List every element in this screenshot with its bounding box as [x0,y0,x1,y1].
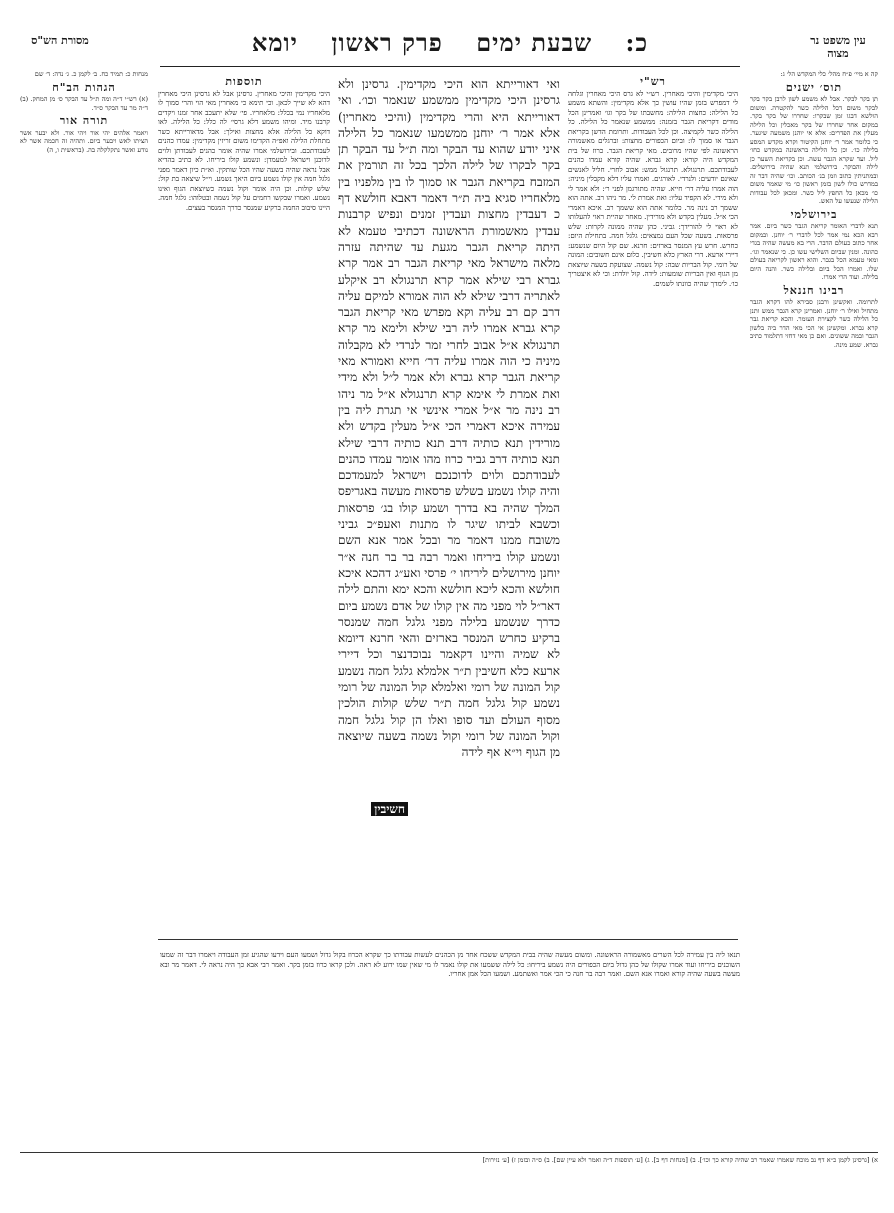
chapter-name: פרק ראשון [331,28,443,57]
page-number: כ: [625,28,649,57]
tosafot-label: תוספות [225,75,263,88]
rabbeinu-chananel-label: רבינו חננאל [783,283,845,297]
torah-or-label: תורה אור [59,114,109,127]
bottom-commentary-text: תנאו ליה בין עמירה לכל השרים מאשמורה הראשונה. ומשום מעשה שהיה בבית המקדש ששכח אחד מן הכהנים לעשות עבודתו כך שקרא הכרוז בקול גדול ושמעו העם וידעו שהגיע זמן העבודה ויאמרו דבר זה שמעו השוכנים ביריחו ועוד אמרו שקולו של כהן גדול ביום הכפורים היה נשמע ביריחו: כל לילה ששמעו את קולו נאמר לו מי שאין שמו ידוע לא ראה. ולכן קראו כרוז בזמן בקר. ואמר רבי אבא כך היה נראה לי. דאמר מר ובא מעשה בשעה שהיה קורא ואמרו אנא השם. ואמר רבה בר חנה כי הכי אמר ואשתמע. ושמעו הכל אמן אחריו. [160,951,740,978]
rashi-label: רש"י [640,75,666,88]
tosfot-yeshanim-label: תוס׳ ישנים [785,80,843,94]
hagahot-label: הגהות הב"ח [52,80,116,94]
tosafot-column [158,72,330,932]
right-margin-column [750,70,878,1084]
footnote-text: א) [גרסינן לקמן כ״א דף נב מוכח שאמרו שאמר רב שהיה קורא כך וכו׳]. ב) [מנחות דף ב]. ג) [ע׳ תוספות ד״ה ואמר ולא עיין שם]. [551,1156,878,1164]
rashi-text: היכי מקדימין והיכי מאחרין. רש״י לא גרס היכי מאחרין וגלחה לי דמפרש בזמן שהיו עושין כך אלא מקדימין: והשתא משמע כל הלילה: כחצות הלילה: מחשבתו של בקר וגו׳ ואמרינן הכל מודים דקריאת הגבר בזמנה: ממשמע שנאמר כל הלילה. כל הלילה כשר לקמיצה. וכן לכל העבודות. ותרומת הדשן בקריאת הגבר או סמוך לו: וביום הכפורים מחצות: וברגלים מאשמורה הראשונה לפי שהיו מרובים. מאי קריאת הגבר. כרוז של בית המקדש היה קורא: קרא גברא. שהיה קורא עמדו כהנים לעבודתכם. תרנגולא. תרנגול ממש: אבוב לחרי. חליל לאנשים שאינם יודעים: ולנרדי. לאורגים. ואמרו עליו דלא מקבלין מיניה: הוה אמרו עליה דר׳ חייא. שהיה מתורגמן לפני ר׳: ולא אמר לי ולא מידי. לא הקפיד עליו: ואת אמרת לי. מר ניהו רב. אתה הוא ששמך רב נינה מר. כלומר אתה הוא ששמך רב. איכא דאמרי הכי א״ל. מעלין בקדש ולא מורידין. מאחר שהיית ראוי להעלותו לא ראוי לי להורידך: גביני. כהן שהיה ממונה לקרות: שלש פרסאות. בשעה שכל העם נמצאים: גלגל חמה. בתחילת היום: כחרש. חרש עץ המנסר בארזים: חרנא. שם קול היום שנשמע: דיירי ארעא. דרי הארץ כלא חשיבין. כלום אינם חשובים: המונה של רומי. קול הבריות שבה: קול נשמה. שצועקת בשעה שיוצאת מן הגוף ואין הבריות שומעות: לידה. קול יולדת: וכי לא איצטריך כו׳. לימדך שהיה כוונתו לשמים. [568,89,738,288]
footnote-rule [20,1152,878,1153]
masoret-header: מסורת הש"ס [31,34,89,47]
footnote-small: ב) ס״ה ובזמן ז) [ע׳ נזירות] [482,1156,550,1164]
rashi-column [568,72,738,932]
highlight-word [371,802,408,817]
tractate-name: יומא [251,28,298,57]
torah-or-text: ויאמר אלהים יהי אור ויהי אור. ולא יבער אשר הציתו לאש ויבער ביום. ותהיה זה חכמה אשר לא נודע ואשר נתקלקלה בה. (בראשית ו, ה) [20,128,148,154]
ein-mishpat-entry: קה א מיי׳ פ״ח מהל׳ כלי המקדש הל׳ ג: [780,70,878,78]
gemara-text: ואי דאורייתא הוא היכי מקדימין. גרסינן ולא גרסינן היכי מקדימין ממשמע שנאמר וכו׳. ואי דאורייתא היא והרי מקדימין (והיכי מאחרין) אלא אמר ר׳ יוחנן ממשמעו שנאמר כל הלילה איני יודע שהוא עד הבקר ומה ת״ל עד הבקר תן בקר לבקרו של לילה הלכך בכל זה תורמין את המזבח בקריאת הגבר או סמוך לו בין מלפניו בין מלאחריו סגיא ביה ת״ר דאמר דאבא חולשא דף כ דעבדין מחצות ועבדין זמנים ונפיש קרבנות עבדין מאשמורת הראשונה דכתיבי טעמא לא היתה קריאת הגבר מגעת עד שהיתה עזרה מלאה מישראל מאי קריאת הגבר רב אמר קרא גברא רבי שילא אמר קרא תרנגולא רב איקלע לאתריה דרבי שילא לא הוה אמורא למיקם עליה דרב קם רב עליה וקא מפרש מאי קריאת הגבר קרא גברא אמרו ליה רבי שילא ולימא מר קרא תרנגולא א״ל אבוב לחרי זמר לנרדי לא מקבלוה מיניה כי הוה אמרו עליה דר׳ חייא ואמורא מאי קריאת הגבר קרא גברא ולא אמר ל״ל ולא מידי ואת אמרת לי אימא קרא תרנגולא א״ל מר ניהו רב נינה מר א״ל אמרי אינשי אי תגרת ליה בין עמירה איכא דאמרי הכי א״ל מעלין בקדש ולא מורידין תנא כותיה דרב תנא כותיה דרבי שילא תנא כותיה דרב גביר כרוז מהו אומר עמדו כהנים לעבודתכם ולוים לדוכנכם וישראל למעמדכם והיה קולו נשמע בשלש פרסאות מעשה באגריפס המלך שהיה בא בדרך ושמע קולו בג׳ פרסאות וכשבא לביתו שיגר לו מתנות ואעפ״כ גביני משובח ממנו דאמר מר ובכל אמר אנא השם ונשמע קולו ביריחו ואמר רבה בר בר חנה א״ר יוחנן מירושלים ליריחו י׳ פרסי ואע״ג דהכא איכא חולשא והכא ליכא חולשא והכא ימא והתם לילה דאר״ל לוי מפני מה אין קולו של אדם נשמע ביום כדרך שנשמע בלילה מפני גלגל חמה שמנסר ברקיע כחרש המנסר בארזים והאי חרנא דיומא לא שמיה והיינו דקאמר נבוכדנצר וכל דיירי ארעא כלא חשיבין ת״ר אלמלא גלגל חמה נשמע קול המונה של רומי ואלמלא קול המונה של רומי נשמע קול גלגל חמה ת״ר שלש קולות הולכין מסוף העולם ועד סופו ואלו הן קול גלגל חמה וקול המונה של רומי וקול נשמה בשעה שיוצאה מן הגוף וי״א אף לידה [338,77,560,760]
footnotes [20,1156,878,1186]
yerushalmi-text: תנא לדברי האומר קריאת הגבר כשר ביום. אמר רבא הכא נמי אמר לכל לדברי ר׳ יוחנן. ובמקום אחר כתוב כעולם הדבר. הרי בא מעשה שהיה בגדי כהונה. ומנין שביום השלישי עשו כן. כי שנאמר וגו׳. ומאי טעמא הכל בגבר. והוא ראשון לקריאה בעולם שלו. ואמרו הכל ביום ובלילה כשר. והנה היום בלילה. ועוד הרי אמרו. [750,222,878,281]
highlight-word-label: חשיבין [371,802,408,816]
tosafot-text: היכי מקדימין והיכי מאחרין. גרסינן אבל לא גרסינן היכי מאחרין דהא לא שייך לכאן. וכי תימא כי מאחרין מאי הוי והרי סמוך לו מלאחריו נמי בכלל: מלאחריו. פי׳ שלא יתעכב אחר זמנו ויקדים קרבנו מיד. ומיהו משמע דלא גרסי׳ לה כלל: כל הלילה. לאו דוקא כל הלילה אלא מחצות ואילך: אבל מדאורייתא כשר מתחלת הלילה ואפ״ה הקדימו משום זריזין מקדימין: עמדו כהנים לעבודתכם. ובירושלמי אמרו שהיה אומר כהנים לעבודתן ולוים לדוכנן וישראל למעמדן: ונשמע קולו ביריחו. לא כתיב בהדיא אבל נראה שהיה בשעה שהיו הכל שותקין. וא״ת כיון דאמר מפני גלגל חמה אין קולו נשמע ביום היאך נשמע. וי״ל שיצאה בת קול: שלש קולות. וכן היה אומר וקול נשמה כשיוצאת הגוף ואינו נשמע. ואמרו שבקשו רחמים על קול נשמה ובטלוהו: גלגל חמה. היינו סיבוב החמה ברקיע שמנסר כדרך המנסר בעצים. [158,89,330,212]
masoret-entry: מנחות כ: תמיד כח. ב׳ לקמן כ. ג׳ נדה: ד׳ שם [34,70,148,78]
bottom-rule [158,939,738,940]
bottom-commentary [160,944,740,1134]
hagahot-text: (א) רש״י ד״ה ומה ת״ל עד הבקר ס׳ מן המחק. (ב) ד״ה מר עד הבקר ס״ד. [20,95,148,112]
header-rule [160,66,740,67]
tosfot-yeshanim-text: תן בקר לבקר. אבל לא משמע לשון לרבן בקר בקר לבקר משום דכל הלילה כשר להקטרה. ומשום הולשא דבגו זמן שבקרו: שחררו של בקר בקר. במקום אחר שחררו של בקר מאכלין וכל הלילה מעלין את הפדרים: אלא אי יוהנן משמעה שיגער. כי כלומר אמר ר׳ יוחנן הקיטור וקרא מקדש המסע בלילה כו׳. וכן כל הלילה בראשונה במקדש כחו׳ ליל. ועד שקרא הגבר עשה. וכן בקריאת השער כן לילה והבוקר. בירושלמי תנא שהיה בירושלים. ובמתניתין כתוב וזמן בנ׳ הכותב. וכו׳ שהיה דבר זה במדרש כולו לשון בזמן ראשון כו׳ מי שאמר משום כו׳ מכאן כל החפץ ליל כשר. ומכאן לכל עבודות הלילה שנעשו על האש. [750,95,878,205]
talmud-page [20,24,878,1194]
chapter-title: שבעת ימים [476,28,593,57]
yerushalmi-label: בירושלמי [790,207,838,221]
rabbeinu-chananel-text: לתרומה. ואקשינן ורבנן סבירא להו דקרא הגבר מתחיל ואילו ר׳ יוחנן. ואמרינן קרא הגבר ממש ותנן כל הלילה כשר לקצירת העומר. והכא קריאת גבר קרא גברא. ומקשינן אי הכי מאי הדר ביה בלשון הגבר ובמה ששונים. ואם כן מאי דחזי דתלמוד כתיב גברא. שמע מינה. [750,298,878,349]
ein-mishpat-header: עין משפט נר מצוה [810,34,866,60]
left-margin-column [20,70,148,630]
gemara-main-text [338,76,560,888]
page-header [210,28,690,58]
